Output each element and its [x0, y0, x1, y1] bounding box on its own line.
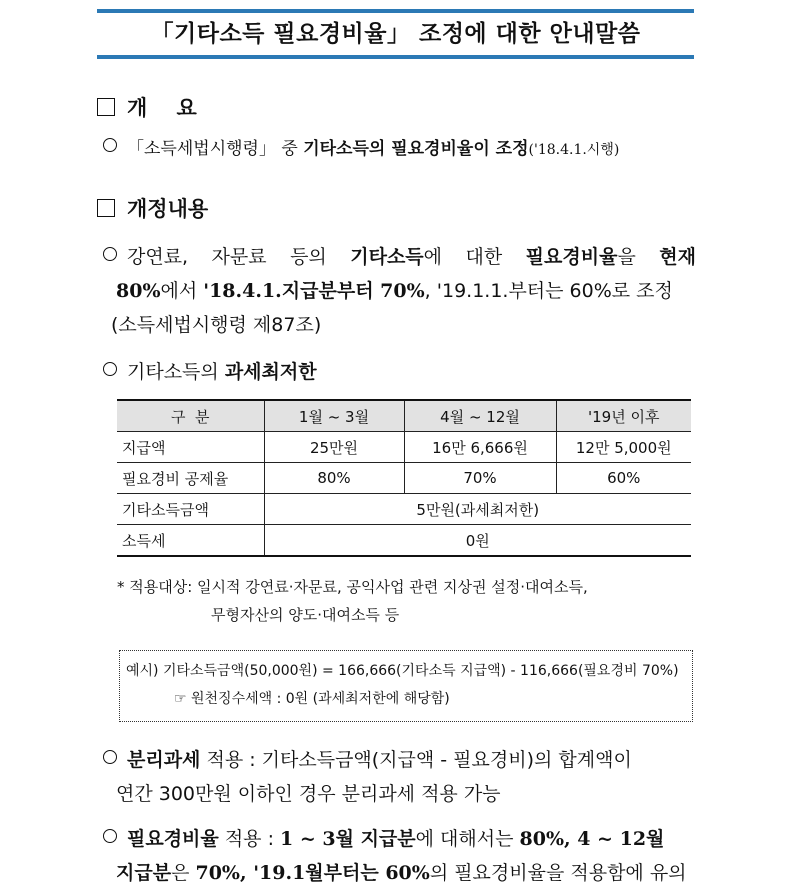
table-cell: 25만원 — [264, 432, 404, 463]
text-bold: 80%, 4 ~ 12월 — [519, 828, 665, 850]
section-revision-heading — [97, 195, 208, 223]
text-bold: 현재 — [659, 246, 696, 268]
circle-bullet-icon — [103, 247, 117, 261]
expense-ratio-paragraph — [103, 822, 696, 890]
text: 에 대해서는 — [415, 828, 520, 850]
text-bold: 과세최저한 — [224, 361, 317, 383]
section-overview-heading — [97, 94, 197, 122]
circle-bullet-icon — [103, 750, 117, 764]
revision-paragraph-2 — [103, 355, 696, 389]
text-bold: '18.4.1.지급분부터 70% — [203, 280, 425, 302]
table-header-cell: '19년 이후 — [556, 400, 691, 432]
table-cell: 12만 5,000원 — [556, 432, 691, 463]
table-row — [117, 494, 691, 525]
table-row — [117, 463, 691, 494]
page-title: 「기타소득 필요경비율」 조정에 대한 안내말씀 — [150, 21, 641, 47]
text: 의 필요경비율을 적용함에 유의 — [429, 862, 687, 884]
revision-p1-line3: (소득세법시행령 제87조) — [111, 314, 322, 336]
text: 강연료, 자문료 등의 — [127, 246, 351, 268]
revision-p1-line1 — [103, 240, 696, 274]
table-row-label: 기타소득금액 — [117, 494, 264, 525]
overview-intro: 「소득세법시행령」 중 — [127, 139, 304, 159]
square-bullet-icon — [97, 98, 115, 116]
text: 기타소득의 — [127, 361, 225, 383]
overview-paragraph — [103, 132, 696, 167]
note-line-2: 무형자산의 양도·대여소득 등 — [211, 606, 400, 624]
text-bold: 기타소득 — [350, 246, 424, 268]
text-bold: 1 ~ 3월 지급분 — [280, 828, 416, 850]
table-row — [117, 432, 691, 463]
text: 적용 : — [218, 828, 281, 850]
table-row-label: 필요경비 공제율 — [117, 463, 264, 494]
table-row-label: 지급액 — [117, 432, 264, 463]
overview-tail: ('18.4.1.시행) — [528, 142, 620, 158]
separate-tax-paragraph — [103, 743, 696, 811]
table-cell-merged: 5만원(과세최저한) — [264, 494, 691, 525]
table-cell-merged: 0원 — [264, 525, 691, 557]
section-revision-title: 개정내용 — [127, 197, 209, 221]
title-top-rule — [97, 9, 694, 13]
text: 에 대한 — [423, 246, 526, 268]
circle-bullet-icon — [103, 138, 117, 152]
overview-bold: 기타소득의 필요경비율이 조정 — [303, 139, 529, 159]
text: 적용 : 기타소득금액(지급액 - 필요경비)의 합계액이 — [200, 749, 632, 771]
separate-line-1 — [103, 743, 696, 777]
example-box — [119, 650, 693, 722]
revision-paragraph-1 — [103, 240, 696, 342]
text: 에서 — [160, 280, 204, 302]
text-bold: 70%, '19.1월부터는 60% — [195, 862, 430, 884]
tax-threshold-table — [117, 399, 691, 557]
table-row — [117, 525, 691, 557]
table-cell: 70% — [404, 463, 556, 494]
table-header-cell: 4월 ~ 12월 — [404, 400, 556, 432]
example-line-2: ☞ 원천징수세액 : 0원 (과세최저한에 해당함) — [174, 691, 450, 707]
separate-line-2: 연간 300만원 이하인 경우 분리과세 적용 가능 — [116, 783, 501, 805]
table-header-row — [117, 400, 691, 432]
circle-bullet-icon — [103, 362, 117, 376]
table-row-label: 소득세 — [117, 525, 264, 557]
table-cell: 16만 6,666원 — [404, 432, 556, 463]
square-bullet-icon — [97, 199, 115, 217]
table-header-cell: 1월 ~ 3월 — [264, 400, 404, 432]
text-bold: 80% — [116, 280, 161, 302]
ratio-line-2 — [103, 856, 696, 890]
circle-bullet-icon — [103, 829, 117, 843]
text: , '19.1.1.부터는 60%로 조정 — [424, 280, 673, 302]
revision-p1-line2 — [103, 274, 696, 308]
ratio-line-1 — [103, 822, 696, 856]
text: 은 — [171, 862, 196, 884]
text-bold: 지급분 — [116, 862, 172, 884]
text-bold: 필요경비율 — [127, 828, 219, 850]
example-line-1: 예시) 기타소득금액(50,000원) = 166,666(기타소득 지급액) - 116,666(필요경비 70%) — [126, 663, 679, 679]
table-cell: 80% — [264, 463, 404, 494]
table-header-cell: 구 분 — [117, 400, 264, 432]
text-bold: 분리과세 — [127, 749, 201, 771]
table-cell: 60% — [556, 463, 691, 494]
text: 을 — [617, 246, 660, 268]
section-overview-title: 개 요 — [127, 96, 197, 120]
title-bottom-rule — [97, 55, 694, 59]
note-line-1: * 적용대상: 일시적 강연료·자문료, 공익사업 관련 지상권 설정·대여소득, — [117, 578, 588, 596]
applicability-note — [117, 573, 697, 629]
text-bold: 필요경비율 — [525, 246, 618, 268]
